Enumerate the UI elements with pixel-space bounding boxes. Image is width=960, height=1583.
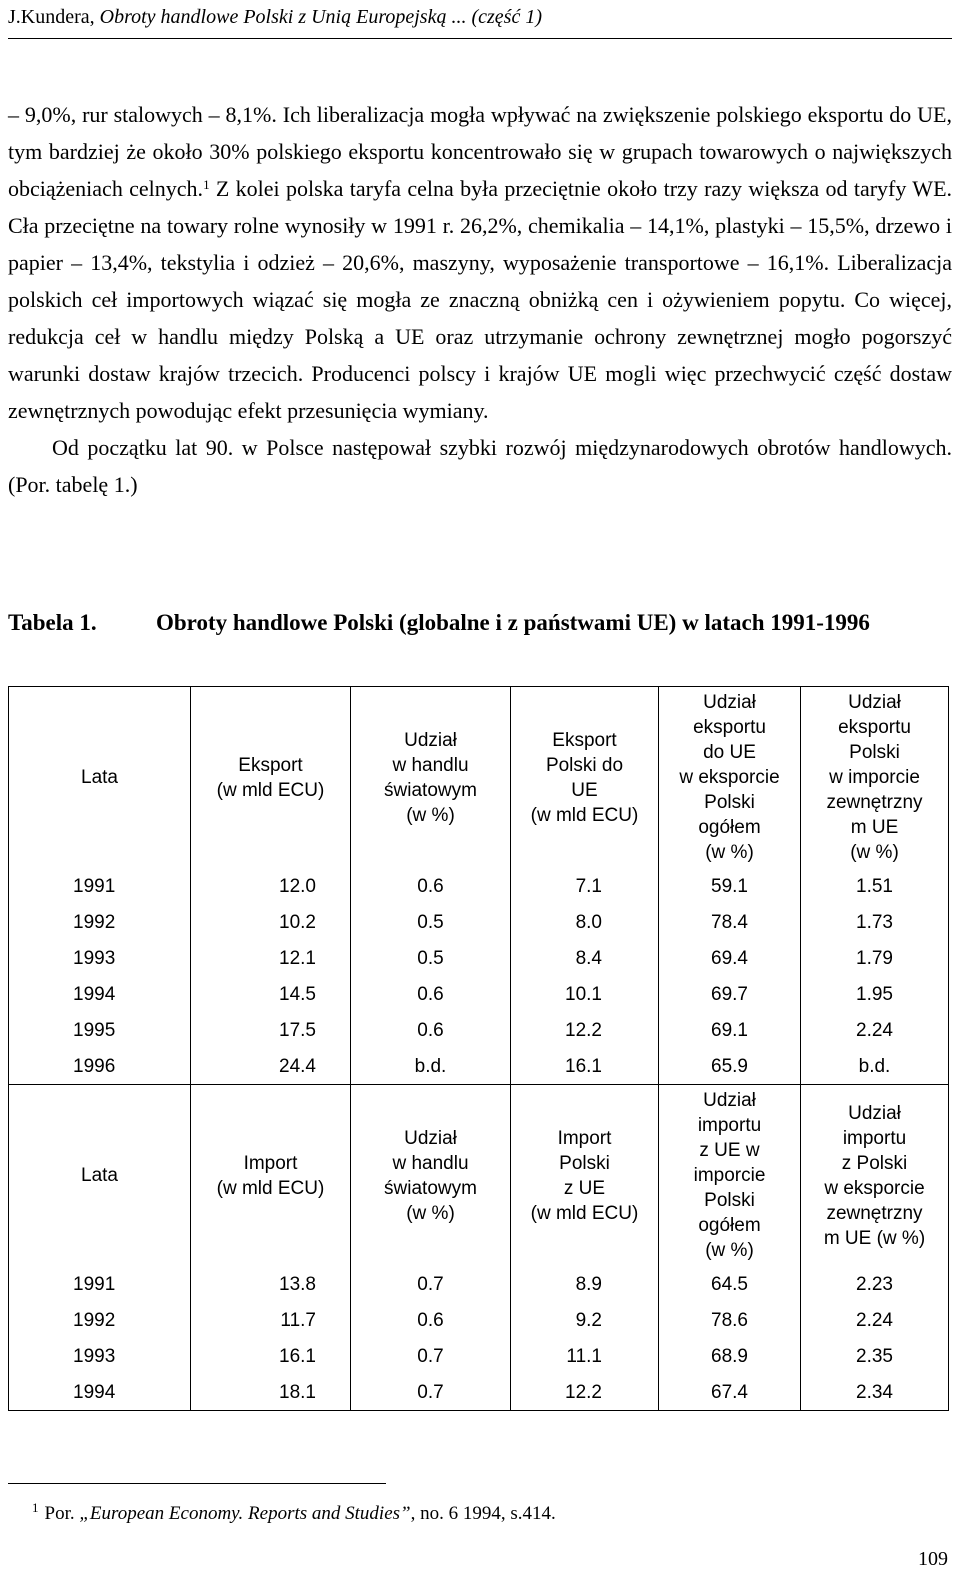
value-cell: 1.79 — [801, 940, 949, 976]
value-cell: 0.6 — [351, 868, 511, 904]
year-cell: 1991 — [9, 868, 191, 904]
value-cell: 10.2 — [191, 904, 351, 940]
header-cell: Eksport Polski do UE (w mld ECU) — [511, 687, 659, 869]
year-cell: 1996 — [9, 1048, 191, 1085]
year-cell: 1993 — [9, 1338, 191, 1374]
table-row — [9, 1374, 949, 1411]
value-cell: 2.24 — [801, 1012, 949, 1048]
value-cell: 1.95 — [801, 976, 949, 1012]
value-cell: 11.1 — [511, 1338, 659, 1374]
trade-table — [8, 686, 949, 1411]
running-header — [8, 4, 952, 39]
table-row — [9, 1012, 949, 1048]
value-cell: 0.5 — [351, 904, 511, 940]
header-cell: Import (w mld ECU) — [191, 1085, 351, 1267]
table-row — [9, 1338, 949, 1374]
value-cell: 78.6 — [659, 1302, 801, 1338]
footnote-suffix: , no. 6 1994, s.414. — [410, 1503, 556, 1524]
value-cell: 8.4 — [511, 940, 659, 976]
value-cell: 0.7 — [351, 1374, 511, 1411]
value-cell: 0.6 — [351, 976, 511, 1012]
value-cell: 1.73 — [801, 904, 949, 940]
value-cell: 8.9 — [511, 1266, 659, 1302]
value-cell: 13.8 — [191, 1266, 351, 1302]
footnote-reference[interactable]: 1 — [203, 177, 210, 192]
paragraph-1 — [8, 96, 952, 429]
value-cell: 1.51 — [801, 868, 949, 904]
footnote-prefix: Por. — [44, 1503, 80, 1524]
value-cell: 0.5 — [351, 940, 511, 976]
table-row — [9, 868, 949, 904]
page-number: 109 — [918, 1548, 948, 1570]
table-title: Obroty handlowe Polski (globalne i z państwami UE) w latach 1991-1996 — [156, 610, 870, 635]
footnote-number: 1 — [32, 1500, 39, 1515]
year-cell: 1992 — [9, 904, 191, 940]
header-cell: Udział w handlu światowym (w %) — [351, 1085, 511, 1267]
value-cell: 69.4 — [659, 940, 801, 976]
value-cell: 0.6 — [351, 1012, 511, 1048]
value-cell: 68.9 — [659, 1338, 801, 1374]
value-cell: 7.1 — [511, 868, 659, 904]
year-cell: 1994 — [9, 1374, 191, 1411]
header-cell: Import Polski z UE (w mld ECU) — [511, 1085, 659, 1267]
header-cell: Udział w handlu światowym (w %) — [351, 687, 511, 869]
value-cell: 2.35 — [801, 1338, 949, 1374]
header-cell: Eksport (w mld ECU) — [191, 687, 351, 869]
footnote-source: „European Economy. Reports and Studies” — [79, 1503, 411, 1524]
value-cell: 78.4 — [659, 904, 801, 940]
table-row — [9, 1048, 949, 1085]
header-cell: Udział importu z Polski w eksporcie zewnętrzny m UE (w %) — [801, 1085, 949, 1267]
header-cell: Udział eksportu do UE w eksporcie Polski ogółem (w %) — [659, 687, 801, 869]
value-cell: 2.34 — [801, 1374, 949, 1411]
value-cell: 17.5 — [191, 1012, 351, 1048]
table-row — [9, 904, 949, 940]
year-cell: 1993 — [9, 940, 191, 976]
value-cell: 0.7 — [351, 1266, 511, 1302]
value-cell: 69.1 — [659, 1012, 801, 1048]
table-label: Tabela 1. — [8, 610, 97, 635]
year-cell: 1991 — [9, 1266, 191, 1302]
value-cell: 9.2 — [511, 1302, 659, 1338]
value-cell: 2.23 — [801, 1266, 949, 1302]
value-cell: 59.1 — [659, 868, 801, 904]
value-cell: 14.5 — [191, 976, 351, 1012]
header-cell: Lata — [9, 1085, 191, 1267]
value-cell: 0.6 — [351, 1302, 511, 1338]
paragraph-1-part-b: Z kolei polska taryfa celna była przeciętnie około trzy razy większa od taryfy WE. Cła przeciętne na towary rolne wynosiły w 1991 r. 26,2%, chemikalia – 14,1%, plastyki – 15,5%, drzewo i papier – 13,4%, tekstylia i odzież – 20,6%, maszyny, wyposażenie transportowe – 16,1%. Liberalizacja polskich ceł importowych wiązać się mogła ze znaczną obniżką cen i ożywieniem popytu. Co więcej, redukcja ceł w handlu między Polską a UE oraz utrzymanie ochrony zewnętrznej mogło pogorszyć warunki dostaw krajów trzecich. Producenci polscy i krajów UE mogli więc przechwycić część dostaw zewnętrznych powodując efekt przesunięcia wymiany. — [8, 176, 953, 423]
value-cell: b.d. — [351, 1048, 511, 1085]
table-row — [9, 1302, 949, 1338]
value-cell: 0.7 — [351, 1338, 511, 1374]
value-cell: 18.1 — [191, 1374, 351, 1411]
value-cell: 65.9 — [659, 1048, 801, 1085]
year-cell: 1995 — [9, 1012, 191, 1048]
value-cell: 12.2 — [511, 1374, 659, 1411]
header-title: Obroty handlowe Polski z Unią Europejską ... (część 1) — [99, 6, 542, 28]
footnote — [32, 1502, 556, 1526]
value-cell: 12.1 — [191, 940, 351, 976]
value-cell: 8.0 — [511, 904, 659, 940]
value-cell: 24.4 — [191, 1048, 351, 1085]
year-cell: 1994 — [9, 976, 191, 1012]
value-cell: 16.1 — [191, 1338, 351, 1374]
import-header-row — [9, 1085, 949, 1267]
value-cell: 64.5 — [659, 1266, 801, 1302]
value-cell: 11.7 — [191, 1302, 351, 1338]
paragraph-2: Od początku lat 90. w Polsce następował szybki rozwój międzynarodowych obrotów handlowych. (Por. tabelę 1.) — [8, 435, 952, 497]
value-cell: 12.0 — [191, 868, 351, 904]
value-cell: 69.7 — [659, 976, 801, 1012]
header-author: J.Kundera, — [8, 6, 100, 28]
export-header-row — [9, 687, 949, 869]
header-cell: Udział eksportu Polski w imporcie zewnętrzny m UE (w %) — [801, 687, 949, 869]
table-row — [9, 940, 949, 976]
table-row — [9, 1266, 949, 1302]
header-cell: Udział importu z UE w imporcie Polski ogółem (w %) — [659, 1085, 801, 1267]
year-cell: 1992 — [9, 1302, 191, 1338]
value-cell: 2.24 — [801, 1302, 949, 1338]
value-cell: 12.2 — [511, 1012, 659, 1048]
header-cell: Lata — [9, 687, 191, 869]
table-row — [9, 976, 949, 1012]
value-cell: 16.1 — [511, 1048, 659, 1085]
footnote-divider — [8, 1483, 386, 1484]
body-text — [8, 96, 952, 503]
value-cell: b.d. — [801, 1048, 949, 1085]
value-cell: 10.1 — [511, 976, 659, 1012]
value-cell: 67.4 — [659, 1374, 801, 1411]
paragraph-1-part-a: – 9,0%, rur stalowych – 8,1%. Ich liberalizacja mogła wpływać na zwiększenie polskiego eksportu do UE, tym bardziej że około 30% polskiego eksportu koncentrowało się w grupach towarowych o największych obciążeniach celnych. — [8, 102, 952, 201]
